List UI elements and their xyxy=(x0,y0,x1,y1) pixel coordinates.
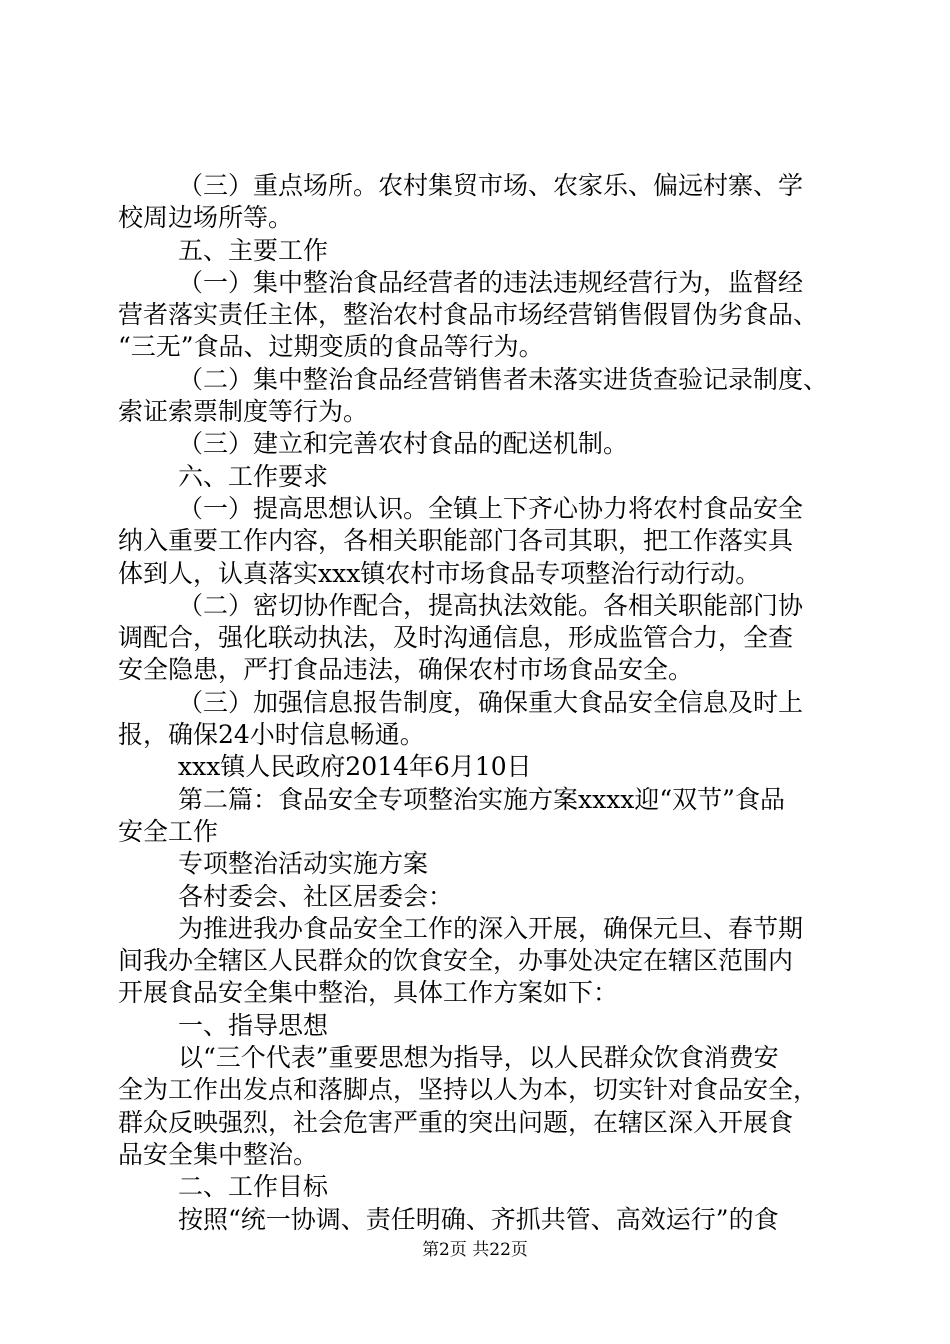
document-line: （一）集中整治食品经营者的违法违规经营行为，监督经 xyxy=(178,267,804,297)
document-body xyxy=(118,170,838,1236)
document-line: 纳入重要工作内容，各相关职能部门各司其职，把工作落实具 xyxy=(118,526,794,556)
document-line: 调配合，强化联动执法，及时沟通信息，形成监管合力，全查 xyxy=(118,623,794,653)
document-line: 六、工作要求 xyxy=(178,461,329,491)
document-line: 安全工作 xyxy=(118,816,219,846)
document-line: “三无”食品、过期变质的食品等行为。 xyxy=(118,332,544,362)
document-line: 报，确保24小时信息畅通。 xyxy=(118,720,425,750)
document-line: 间我办全辖区人民群众的饮食安全，办事处决定在辖区范围内 xyxy=(118,946,794,976)
document-line: 按照“统一协调、责任明确、齐抓共管、高效运行”的食 xyxy=(178,1204,779,1234)
document-line: 以“三个代表”重要思想为指导，以人民群众饮食消费安 xyxy=(178,1043,779,1073)
document-line: 全为工作出发点和落脚点，坚持以人为本，切实针对食品安全， xyxy=(118,1075,819,1105)
document-line: 五、主要工作 xyxy=(178,235,329,265)
document-line: 一、指导思想 xyxy=(178,1010,329,1040)
document-line: 品安全集中整治。 xyxy=(118,1139,319,1169)
document-line: （三）加强信息报告制度，确保重大食品安全信息及时上 xyxy=(178,687,804,717)
document-line: 校周边场所等。 xyxy=(118,203,294,233)
document-line: 群众反映强烈，社会危害严重的突出问题，在辖区深入开展食 xyxy=(118,1107,794,1137)
document-line: 开展食品安全集中整治，具体工作方案如下： xyxy=(118,978,619,1008)
document-line: （三）重点场所。农村集贸市场、农家乐、偏远村寨、学 xyxy=(178,171,804,200)
document-line: 为推进我办食品安全工作的深入开展，确保元旦、春节期 xyxy=(178,913,804,943)
document-line: 各村委会、社区居委会： xyxy=(178,881,454,911)
document-line: 索证索票制度等行为。 xyxy=(118,397,369,427)
document-line: （二）密切协作配合，提高执法效能。各相关职能部门协 xyxy=(178,590,804,620)
document-line: （三）建立和完善农村食品的配送机制。 xyxy=(178,429,629,459)
document-line: 二、工作目标 xyxy=(178,1172,329,1202)
document-line: （二）集中整治食品经营销售者未落实进货查验记录制度、 xyxy=(178,364,829,394)
document-line: xxx镇人民政府2014年6月10日 xyxy=(178,752,532,782)
document-line: 安全隐患，严打食品违法，确保农村市场食品安全。 xyxy=(118,655,694,685)
document-line: 专项整治活动实施方案 xyxy=(178,849,429,879)
document-line: 体到人，认真落实xxx镇农村市场食品专项整治行动行动。 xyxy=(118,558,761,588)
document-line: 营者落实责任主体，整治农村食品市场经营销售假冒伪劣食品、 xyxy=(118,300,819,330)
page-footer: 第2页 共22页 xyxy=(422,1240,528,1260)
document-line: 第二篇：食品安全专项整治实施方案xxxx迎“双节”食品 xyxy=(178,784,785,814)
document-line: （一）提高思想认识。全镇上下齐心协力将农村食品安全 xyxy=(178,493,804,523)
